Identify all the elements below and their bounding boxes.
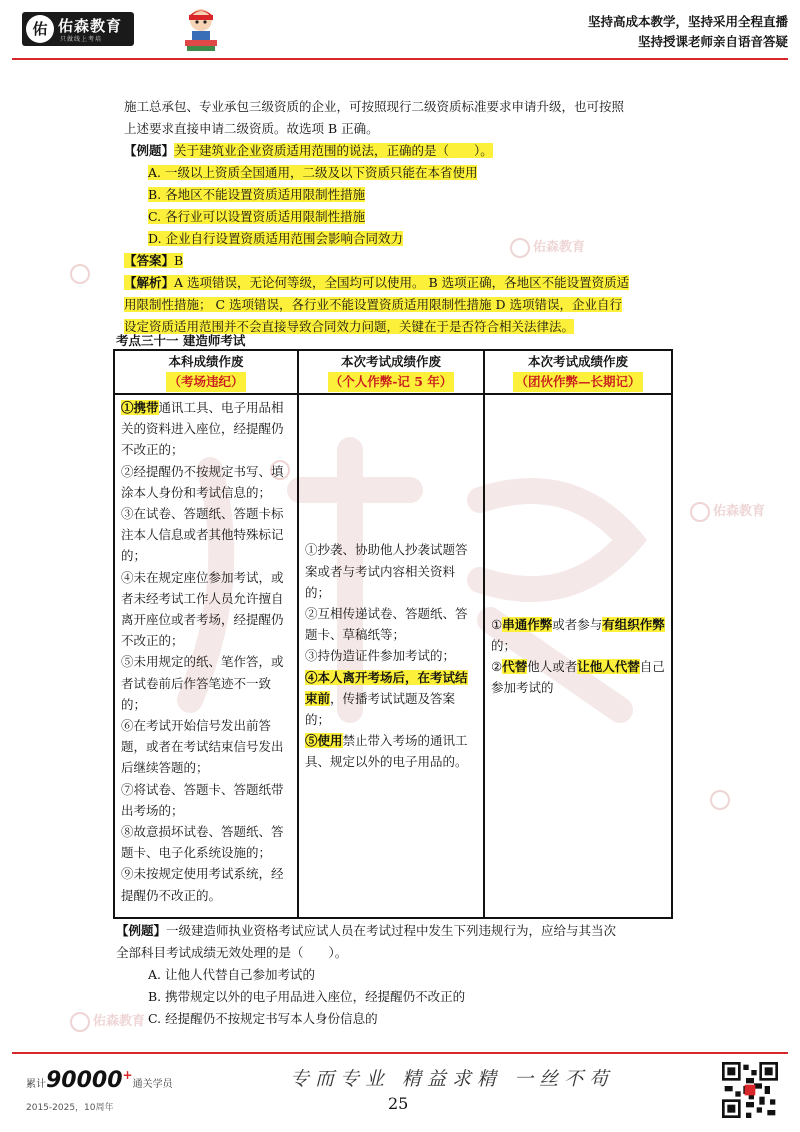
header-divider xyxy=(12,58,788,60)
question-text: 关于建筑业企业资质适用范围的说法，正确的是（ ）。 xyxy=(174,143,493,158)
table-row xyxy=(114,394,672,918)
exam-violation-table xyxy=(113,349,673,919)
slogan-line-1: 坚持高成本教学，坚持采用全程直播 xyxy=(587,14,788,29)
analysis-label: 【解析】 xyxy=(124,275,175,290)
slogan-line-2: 坚持授课老师亲自语音答疑 xyxy=(637,34,788,49)
list-item: ⑧故意损坏试卷、答题纸、答题卡、电子化系统设施的； xyxy=(121,824,284,861)
answer-value: B xyxy=(174,253,184,268)
watermark-logo-icon xyxy=(70,264,90,284)
analysis-line: 设定资质适用范围并不会直接导致合同效力问题，关键在于是否符合相关法律法。 xyxy=(124,319,575,334)
list-item: ⑤使用禁止带入考场的通讯工具、规定以外的电子用品的。 xyxy=(305,733,468,770)
logo-mark: 佑 xyxy=(26,15,54,43)
logo xyxy=(22,12,134,46)
intro-line: 施工总承包、专业承包三级资质的企业，可按照现行二级资质标准要求申请升级，也可按照 xyxy=(124,99,625,114)
option-c: C. 各行业可以设置资质适用限制性措施 xyxy=(148,209,366,224)
list-item: ③持伪造证件参加考试的； xyxy=(305,648,456,664)
list-item: ⑤未用规定的纸、笔作答，或者试卷前后作答笔迹不一致的； xyxy=(121,654,284,712)
option-d: D. 企业自行设置资质适用范围会影响合同效力 xyxy=(148,231,404,246)
intro-line: 上述要求直接申请二级资质。故选项 B 正确。 xyxy=(124,121,379,136)
example-label: 【例题】 xyxy=(124,143,175,158)
table-header-cell: 本次考试成绩作废 （个人作弊-记 5 年） xyxy=(298,350,484,394)
option-a: A. 一级以上资质全国通用，二级及以下资质只能在本省使用 xyxy=(148,165,478,180)
analysis-line: 【解析】A 选项错误，无论何等级，全国均可以使用。 B 选项正确，各地区不能设置资质适 xyxy=(124,275,630,290)
watermark xyxy=(710,790,733,810)
example-question: 【例题】一级建造师执业资格考试应试人员在考试过程中发生下列违规行为，应给与其当次 xyxy=(116,923,617,938)
list-item: ①携带通讯工具、电子用品相关的资料进入座位，经提醒仍不改正的； xyxy=(121,400,284,458)
watermark: 佑森教育 xyxy=(70,1010,145,1032)
answer xyxy=(124,250,183,272)
watermark-logo-icon xyxy=(710,790,730,810)
handwritten-signature: 专而专业 精益求精 一丝不苟 xyxy=(290,1068,615,1090)
watermark-logo-icon xyxy=(690,502,710,522)
analysis-line: 用限制性措施； C 选项错误，各行业不能设置资质适用限制性措施 D 选项错误，企业自行 xyxy=(124,297,622,312)
page-header xyxy=(0,0,800,72)
watermark-logo-icon xyxy=(70,1012,90,1032)
list-item: ④本人离开考场后，在考试结束前，传播考试试题及答案的； xyxy=(305,669,468,727)
list-item: ⑦将试卷、答题卡、答题纸带出考场的； xyxy=(121,781,284,818)
table-cell-col1 xyxy=(114,394,298,918)
table-header-cell: 本科成绩作废 （考场违纪） xyxy=(114,350,298,394)
page-number: 25 xyxy=(388,1094,409,1113)
table-header-cell: 本次考试成绩作废 （团伙作弊—长期记） xyxy=(484,350,672,394)
years-text: 2015-2025，10周年 xyxy=(26,1103,114,1113)
list-item: ③在试卷、答题纸、答题卡标注本人信息或者其他特殊标记的； xyxy=(121,506,284,564)
example-question xyxy=(124,140,493,162)
students-stat: 累计90000+通关学员 xyxy=(26,1068,173,1093)
section-title: 考点三十一 建造师考试 xyxy=(116,333,246,348)
option-a: A. 让他人代替自己参加考试的 xyxy=(148,967,315,982)
mascot-reading-icon xyxy=(180,6,222,54)
table-cell-col2 xyxy=(298,394,484,918)
footer-divider xyxy=(12,1052,788,1054)
list-item: ④未在规定座位参加考试，或者未经考试工作人员允许擅自离开座位或者考场，经提醒仍不改正的； xyxy=(121,569,284,649)
list-item: ⑥在考试开始信号发出前答题，或者在考试结束信号发出后继续答题的； xyxy=(121,718,284,776)
example-question-line: 全部科目考试成绩无效处理的是（ ）。 xyxy=(116,945,348,960)
option-b: B. 携带规定以外的电子用品进入座位，经提醒仍不改正的 xyxy=(148,989,466,1004)
logo-text: 佑森教育 xyxy=(58,17,123,35)
watermark: 佑森教育 xyxy=(510,236,585,258)
list-item: ⑨未按规定使用考试系统，经提醒仍不改正的。 xyxy=(121,866,284,903)
list-item: ①串通作弊或者参与有组织作弊的； xyxy=(491,616,665,653)
list-item: ②经提醒仍不按规定书写、填涂本人身份和考试信息的； xyxy=(121,463,284,500)
logo-subtext: 只做线上考培 xyxy=(60,36,103,43)
table-cell-col3 xyxy=(484,394,672,918)
example-label: 【例题】 xyxy=(116,923,167,938)
watermark: 佑森教育 xyxy=(690,500,765,522)
watermark-logo-icon xyxy=(510,238,530,258)
answer-label: 【答案】 xyxy=(124,253,175,268)
option-b: B. 各地区不能设置资质适用限制性措施 xyxy=(148,187,366,202)
qr-code-icon xyxy=(722,1062,778,1118)
watermark xyxy=(70,264,93,284)
option-c: C. 经提醒仍不按规定书写本人身份信息的 xyxy=(148,1011,378,1026)
list-item: ②互相传递试卷、答题纸、答题卡、草稿纸等； xyxy=(305,605,468,643)
list-item: ②代替他人或者让他人代替自己参加考试的 xyxy=(491,659,665,696)
list-item: ①抄袭、协助他人抄袭试题答案或者与考试内容相关资料的； xyxy=(305,542,468,600)
table-header-row xyxy=(114,350,672,394)
